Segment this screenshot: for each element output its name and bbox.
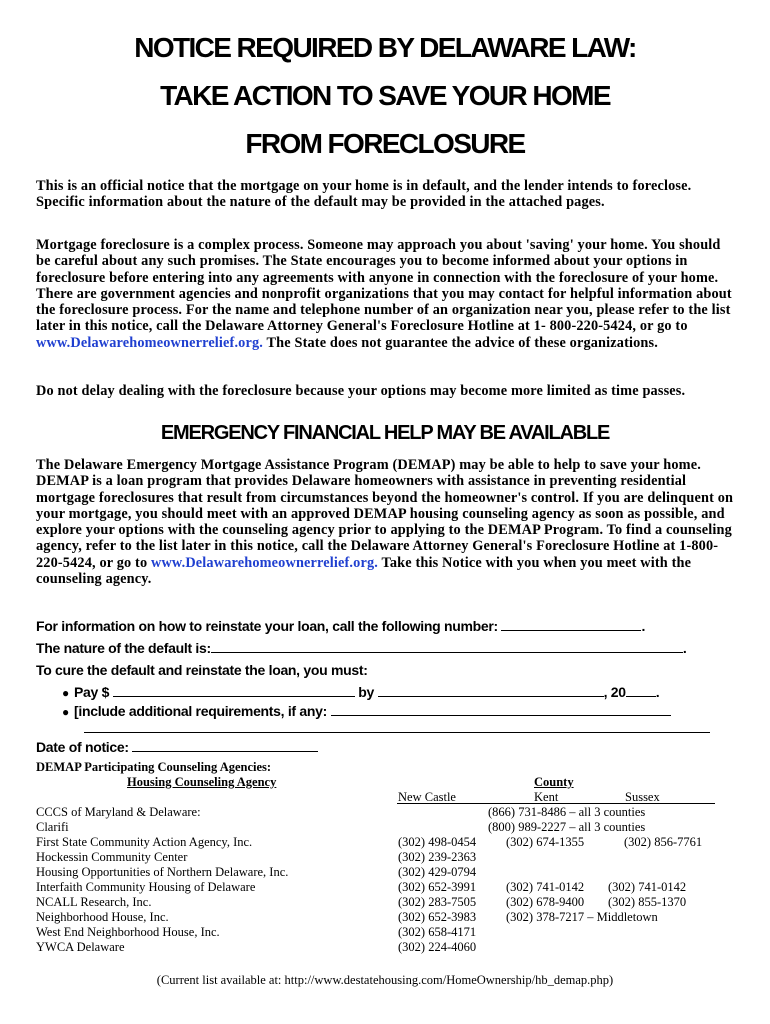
col-new-castle: New Castle <box>398 790 456 804</box>
pay-period: . <box>655 684 660 700</box>
agency-row <box>36 940 766 955</box>
nature-blank[interactable] <box>211 639 683 653</box>
emergency-heading: EMERGENCY FINANCIAL HELP MAY BE AVAILABLE <box>160 422 610 444</box>
relief-link[interactable]: www.Delawarehomeownerrelief.org. <box>36 334 264 351</box>
agency-name: NCALL Research, Inc. <box>36 895 152 909</box>
pay-line <box>62 683 659 702</box>
phone-new-castle: (302) 429-0794 <box>398 865 477 879</box>
phone-new-castle: (302) 652-3983 <box>398 910 477 924</box>
phone-kent: (302) 741-0142 <box>506 880 585 894</box>
nature-line <box>36 639 686 657</box>
pay-amount-blank[interactable] <box>113 683 355 697</box>
phone-kent: (302) 678-9400 <box>506 895 585 909</box>
pay-label: Pay $ <box>74 684 110 700</box>
agency-row <box>36 925 766 940</box>
agency-name: Clarifi <box>36 820 69 834</box>
bullet-icon: ● <box>62 686 69 700</box>
cure-line: To cure the default and reinstate the loan, you must: <box>36 662 368 678</box>
phone-kent: (302) 378-7217 – Middletown <box>506 910 658 924</box>
phone-new-castle: (302) 658-4171 <box>398 925 477 939</box>
agency-list <box>36 805 766 955</box>
demap-paragraph <box>36 457 738 587</box>
county-header: County <box>534 775 574 789</box>
demap-relief-link[interactable]: www.Delawarehomeownerrelief.org. <box>150 554 378 571</box>
agencies-heading: DEMAP Participating Counseling Agencies: <box>36 760 272 774</box>
pay-date-blank[interactable] <box>378 683 604 697</box>
delay-paragraph: Do not delay dealing with the foreclosure because your options may become more limited as time passes. <box>36 383 686 399</box>
date-label: Date of notice: <box>36 739 129 755</box>
agency-name: Neighborhood House, Inc. <box>36 910 169 924</box>
by-label: by <box>358 684 375 700</box>
phone-new-castle: (302) 498-0454 <box>398 835 477 849</box>
agency-row <box>36 805 766 820</box>
agency-name: West End Neighborhood House, Inc. <box>36 925 220 939</box>
agency-row <box>36 850 766 865</box>
agency-phone-all: (800) 989-2227 – all 3 counties <box>488 820 646 834</box>
agency-name-header: Housing Counseling Agency <box>127 775 277 789</box>
complex-text: Mortgage foreclosure is a complex process. Someone may approach you about 'saving' your home. You should be careful about any such promises. The State encourages you to become informed about your options in foreclosure before entering into any agreements with anyone in connection with the foreclosure of your home. There are government agencies and nonprofit organizations that you may contact for helpful information about the foreclosure process. For the name and telephone number of an organization near you, please refer to the list later in this notice, call the Delaware Attorney General's Foreclosure Hotline at 1- 800-220-5424, or go to <box>36 237 732 335</box>
date-blank[interactable] <box>132 738 318 752</box>
reinstate-line <box>36 617 645 635</box>
phone-new-castle: (302) 652-3991 <box>398 880 477 894</box>
footer-note: (Current list available at: http://www.destatehousing.com/HomeOwnership/hb_demap.php) <box>156 973 614 987</box>
additional-blank-2[interactable] <box>84 719 710 733</box>
reinstate-period: . <box>641 618 646 634</box>
agency-row <box>36 895 766 910</box>
col-kent: Kent <box>534 790 559 804</box>
year-prefix: , 20 <box>603 684 626 700</box>
agency-name: YWCA Delaware <box>36 940 125 954</box>
nature-label: The nature of the default is: <box>36 640 211 656</box>
agency-name: Hockessin Community Center <box>36 850 188 864</box>
phone-new-castle: (302) 224-4060 <box>398 940 477 954</box>
additional-blank[interactable] <box>331 702 671 716</box>
title-line-3: FROM FORECLOSURE <box>245 128 525 159</box>
title-line-2: TAKE ACTION TO SAVE YOUR HOME <box>160 80 610 111</box>
complex-paragraph <box>36 237 738 351</box>
demap-text: The Delaware Emergency Mortgage Assistance Program (DEMAP) may be able to help to save your home. DEMAP is a loan program that provides Delaware homeowners with assistance in preventing residential mortgage foreclosures that result from circumstances beyond the homeowner's control. If you are delinquent on your mortgage, you should meet with an approved DEMAP housing counseling agency as soon as possible, and explore your options with the counseling agency prior to applying to the DEMAP Program. To find a counseling agency, refer to the list later in this notice, call the Delaware Attorney General's Foreclosure Hotline at 1-800-220-5424, or go to <box>36 457 734 571</box>
agency-row <box>36 910 766 925</box>
agency-row <box>36 880 766 895</box>
agency-name: Interfaith Community Housing of Delaware <box>36 880 256 894</box>
intro-paragraph: This is an official notice that the mortgage on your home is in default, and the lender intends to foreclose. Specific information about the nature of the default may be provided in the attached pages. <box>36 178 692 211</box>
phone-kent: (302) 674-1355 <box>506 835 585 849</box>
agency-name: First State Community Action Agency, Inc. <box>36 835 253 849</box>
phone-new-castle: (302) 283-7505 <box>398 895 477 909</box>
reinstate-label: For information on how to reinstate your loan, call the following number: <box>36 618 498 634</box>
phone-new-castle: (302) 239-2363 <box>398 850 477 864</box>
year-blank[interactable] <box>626 683 656 697</box>
agency-phone-all: (866) 731-8486 – all 3 counties <box>488 805 646 819</box>
complex-text-end: The State does not guarantee the advice of these organizations. <box>263 334 658 351</box>
additional-label: [include additional requirements, if any: <box>74 703 327 719</box>
phone-sussex: (302) 856-7761 <box>624 835 703 849</box>
agency-row <box>36 835 766 850</box>
nature-period: . <box>682 640 687 656</box>
agency-row <box>36 820 766 835</box>
title-line-1: NOTICE REQUIRED BY DELAWARE LAW: <box>134 32 636 63</box>
phone-sussex: (302) 741-0142 <box>608 880 687 894</box>
agency-name: Housing Opportunities of Northern Delaware, Inc. <box>36 865 289 879</box>
phone-sussex: (302) 855-1370 <box>608 895 687 909</box>
reinstate-phone-blank[interactable] <box>501 617 641 631</box>
date-line <box>36 738 318 756</box>
column-header-rule <box>397 803 715 804</box>
agency-name: CCCS of Maryland & Delaware: <box>36 805 201 819</box>
bullet-icon: ● <box>62 705 69 719</box>
agency-row <box>36 865 766 880</box>
demap-text-end: Take this Notice with you when you meet with the counseling agency. <box>36 554 692 588</box>
col-sussex: Sussex <box>625 790 660 804</box>
